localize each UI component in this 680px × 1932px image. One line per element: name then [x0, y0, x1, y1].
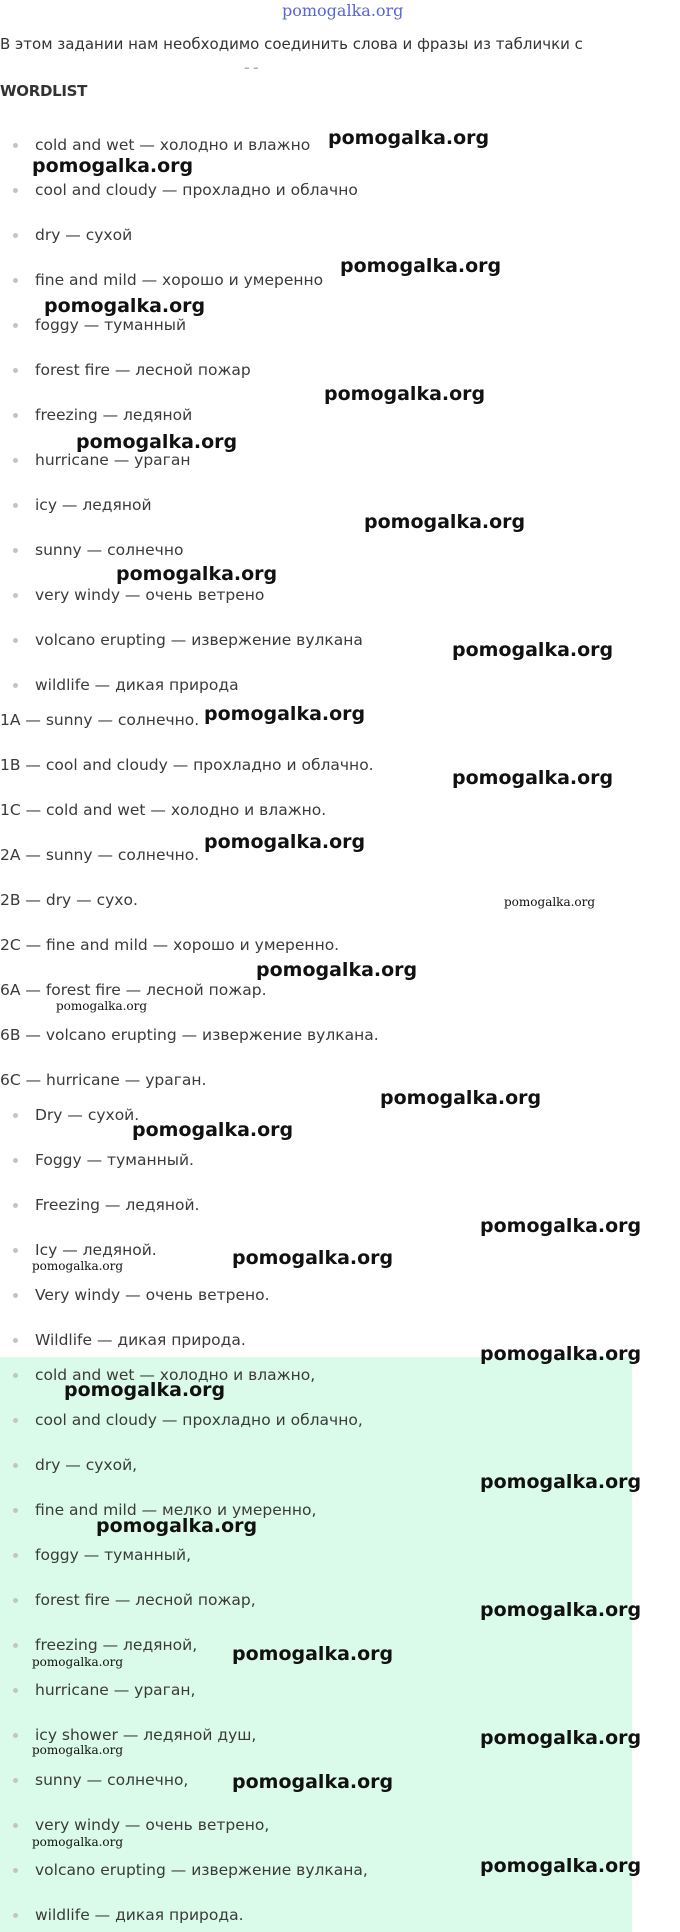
bullet-dot — [13, 233, 18, 238]
bullet-dot — [13, 1338, 18, 1343]
answer-item: volcano erupting — извержение вулкана, — [0, 1858, 640, 1882]
remaining-item: Freezing — ледяной. — [0, 1193, 640, 1217]
bullet-dot — [13, 278, 18, 283]
watermark: pomogalka.org — [480, 1471, 642, 1493]
wordlist-item: foggy — туманный — [0, 313, 640, 337]
watermark: pomogalka.org — [452, 767, 614, 789]
answer-item: very windy — очень ветрено, — [0, 1813, 640, 1837]
bullet-dot — [13, 1778, 18, 1783]
watermark: pomogalka.org — [480, 1343, 642, 1365]
bullet-dot — [13, 1868, 18, 1873]
pair-line: 2A — sunny — солнечно. — [0, 846, 200, 864]
answer-item: dry — сухой, — [0, 1453, 640, 1477]
answer-item: wildlife — дикая природа. — [0, 1903, 640, 1927]
watermark: pomogalka.org — [480, 1215, 642, 1237]
bullet-dot — [13, 1553, 18, 1558]
answer-item: sunny — солнечно, — [0, 1768, 640, 1792]
bullet-dot — [13, 413, 18, 418]
bullet-dot — [13, 548, 18, 553]
watermark: pomogalka.org — [256, 959, 418, 981]
pair-line: 1A — sunny — солнечно. — [0, 711, 200, 729]
intro-text: В этом задании нам необходимо соединить слова и фразы из таблички с — [0, 35, 583, 53]
bullet-dot — [13, 1203, 18, 1208]
pair-line: 2C — fine and mild — хорошо и умеренно. — [0, 936, 340, 954]
bullet-dot — [13, 323, 18, 328]
answer-item: freezing — ледяной, — [0, 1633, 640, 1657]
answer-item: cold and wet — холодно и влажно, — [0, 1363, 640, 1387]
watermark: pomogalka.org — [32, 1835, 124, 1849]
watermark: pomogalka.org — [44, 295, 206, 317]
watermark: pomogalka.org — [132, 1119, 294, 1141]
remaining-item: Dry — сухой. — [0, 1103, 640, 1127]
watermark: pomogalka.org — [32, 155, 194, 177]
watermark: pomogalka.org — [480, 1855, 642, 1877]
watermark: pomogalka.org — [56, 999, 148, 1013]
watermark: pomogalka.org — [480, 1727, 642, 1749]
bullet-dot — [13, 1293, 18, 1298]
watermark: pomogalka.org — [32, 1743, 124, 1757]
bullet-dot — [13, 1598, 18, 1603]
watermark: pomogalka.org — [232, 1247, 394, 1269]
watermark: pomogalka.org — [340, 255, 502, 277]
wordlist-item: very windy — очень ветрено — [0, 583, 640, 607]
wordlist-item: freezing — ледяной — [0, 403, 640, 427]
watermark: pomogalka.org — [324, 383, 486, 405]
bullet-dot — [13, 1418, 18, 1423]
bullet-dot — [13, 368, 18, 373]
wordlist-item: hurricane — ураган — [0, 448, 640, 472]
bullet-dot — [13, 1823, 18, 1828]
watermark: pomogalka.org — [452, 639, 614, 661]
wordlist-item: cold and wet — холодно и влажно — [0, 133, 640, 157]
wordlist-item: sunny — солнечно — [0, 538, 640, 562]
answer-item: forest fire — лесной пожар, — [0, 1588, 640, 1612]
watermark: pomogalka.org — [204, 831, 366, 853]
wordlist-item: fine and mild — хорошо и умеренно — [0, 268, 640, 292]
intro-dashes: – – — [244, 61, 259, 74]
bullet-dot — [13, 1508, 18, 1513]
bullet-dot — [13, 1113, 18, 1118]
watermark: pomogalka.org — [32, 1655, 124, 1669]
wordlist-item: forest fire — лесной пожар — [0, 358, 640, 382]
wordlist-heading: WORDLIST — [0, 82, 88, 100]
wordlist-item: icy — ледяной — [0, 493, 640, 517]
answer-item: icy shower — ледяной душ, — [0, 1723, 640, 1747]
pair-line: 2B — dry — сухо. — [0, 891, 138, 909]
watermark: pomogalka.org — [328, 127, 490, 149]
bullet-dot — [13, 1463, 18, 1468]
bullet-dot — [13, 593, 18, 598]
watermark: pomogalka.org — [504, 895, 596, 909]
wordlist-item: cool and cloudy — прохладно и облачно — [0, 178, 640, 202]
pair-line: 1B — cool and cloudy — прохладно и облачно. — [0, 756, 374, 774]
bullet-dot — [13, 503, 18, 508]
watermark: pomogalka.org — [64, 1379, 226, 1401]
bullet-dot — [13, 1373, 18, 1378]
bullet-dot — [13, 143, 18, 148]
answer-item: hurricane — ураган, — [0, 1678, 640, 1702]
wordlist-item: wildlife — дикая природа — [0, 673, 640, 697]
watermark: pomogalka.org — [380, 1087, 542, 1109]
bullet-dot — [13, 188, 18, 193]
wordlist-item: dry — сухой — [0, 223, 640, 247]
watermark: pomogalka.org — [116, 563, 278, 585]
bullet-dot — [13, 683, 18, 688]
answer-item: foggy — туманный, — [0, 1543, 640, 1567]
site-logo[interactable]: pomogalka.org — [282, 1, 404, 20]
bullet-dot — [13, 1913, 18, 1918]
bullet-dot — [13, 1158, 18, 1163]
watermark: pomogalka.org — [32, 1259, 124, 1273]
pair-line: 6B — volcano erupting — извержение вулкана. — [0, 1026, 379, 1044]
watermark: pomogalka.org — [232, 1643, 394, 1665]
watermark: pomogalka.org — [364, 511, 526, 533]
remaining-item: Icy — ледяной. — [0, 1238, 640, 1262]
wordlist-item: volcano erupting — извержение вулкана — [0, 628, 640, 652]
watermark: pomogalka.org — [232, 1771, 394, 1793]
pair-line: 6C — hurricane — ураган. — [0, 1071, 207, 1089]
watermark: pomogalka.org — [480, 1599, 642, 1621]
bullet-dot — [13, 458, 18, 463]
bullet-dot — [13, 1643, 18, 1648]
bullet-dot — [13, 1688, 18, 1693]
watermark: pomogalka.org — [96, 1515, 258, 1537]
answer-item: fine and mild — мелко и умеренно, — [0, 1498, 640, 1522]
answer-item: cool and cloudy — прохладно и облачно, — [0, 1408, 640, 1432]
watermark: pomogalka.org — [204, 703, 366, 725]
bullet-dot — [13, 1248, 18, 1253]
remaining-item: Wildlife — дикая природа. — [0, 1328, 640, 1352]
remaining-item: Very windy — очень ветрено. — [0, 1283, 640, 1307]
bullet-dot — [13, 1733, 18, 1738]
pair-line: 1C — cold and wet — холодно и влажно. — [0, 801, 327, 819]
remaining-item: Foggy — туманный. — [0, 1148, 640, 1172]
pair-line: 6A — forest fire — лесной пожар. — [0, 981, 267, 999]
watermark: pomogalka.org — [76, 431, 238, 453]
bullet-dot — [13, 638, 18, 643]
